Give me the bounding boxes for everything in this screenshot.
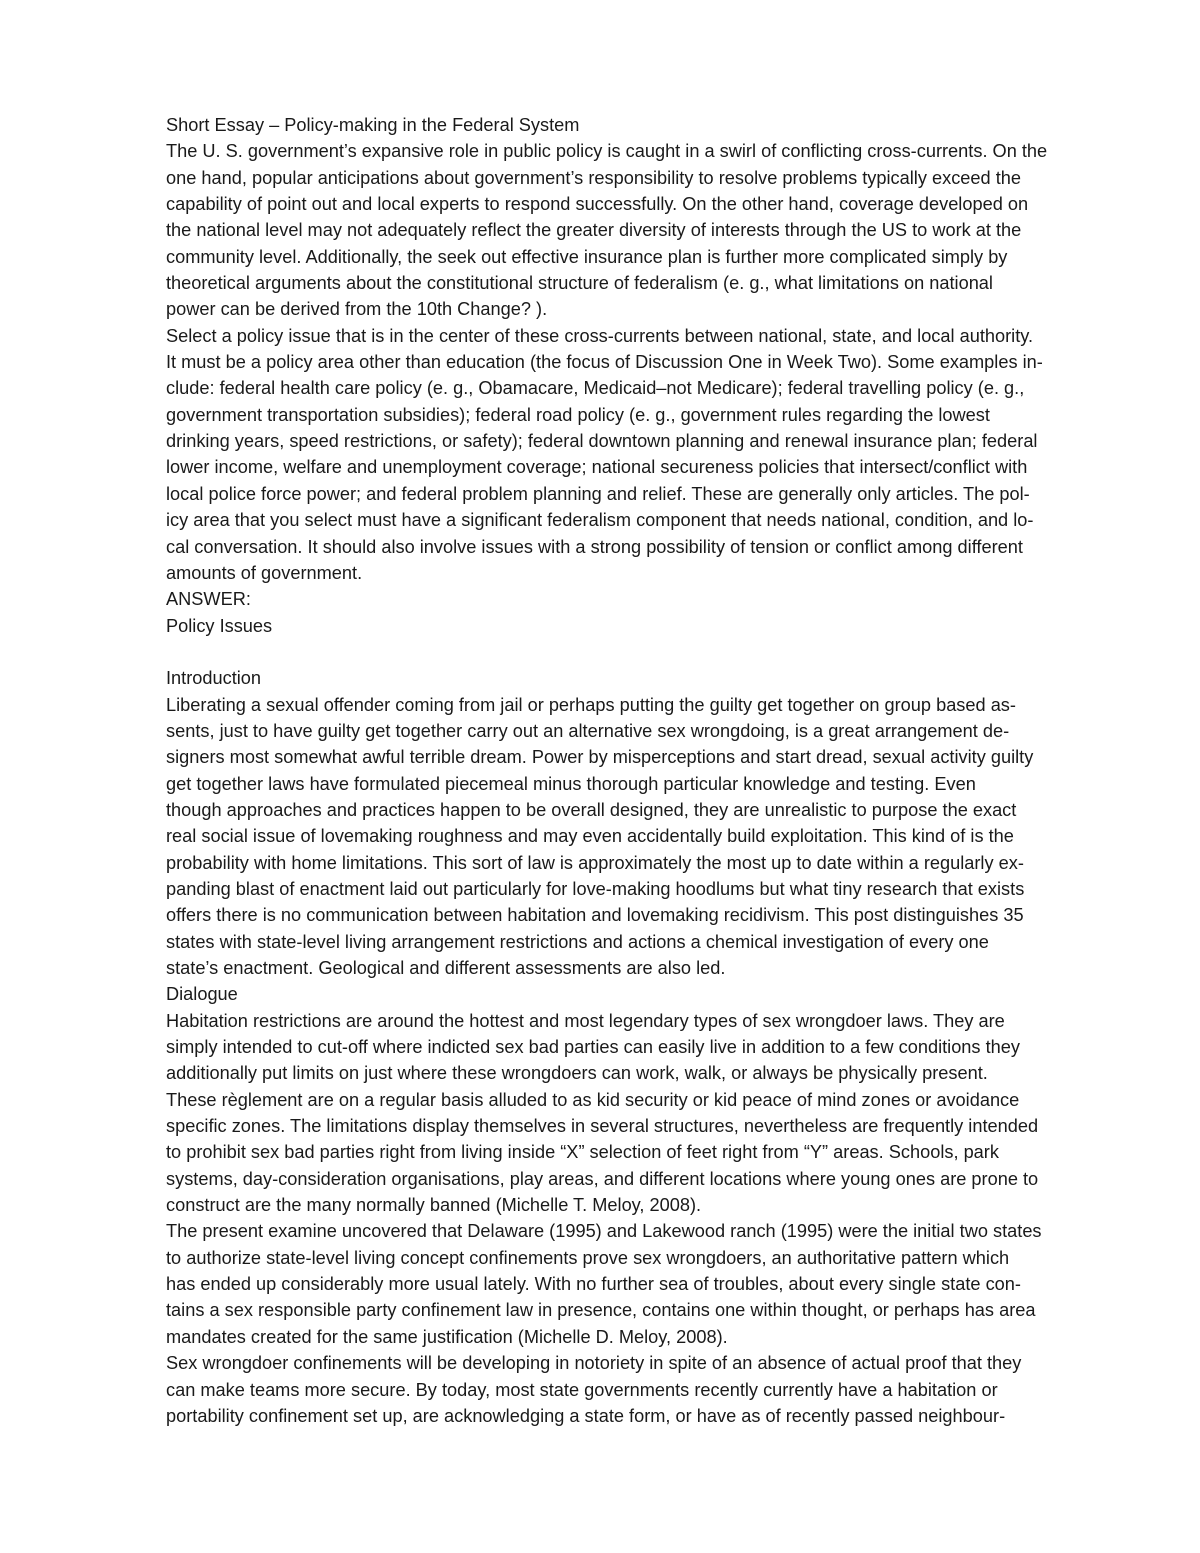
policy-issues-heading: Policy Issues [166, 615, 273, 636]
text-line: systems, day-consideration organisations, play areas, and different locations where young ones are prone to [166, 1168, 1039, 1189]
text-line: tains a sex responsible party confinement law in presence, contains one within thought, or perhaps has area [166, 1300, 1036, 1321]
dialogue-paragraph-3 [166, 1350, 1126, 1429]
text-line: lower income, welfare and unemployment coverage; national secureness policies that intersect/conflict with [166, 457, 1028, 478]
prompt-paragraph-2 [166, 323, 1126, 586]
text-line: probability with home limitations. This sort of law is approximately the most up to date within a regularly ex- [166, 852, 1024, 873]
text-line: power can be derived from the 10th Change? ). [166, 299, 548, 320]
text-line: additionally put limits on just where these wrongdoers can work, walk, or always be physically present. [166, 1063, 988, 1084]
text-line: Liberating a sexual offender coming from jail or perhaps putting the guilty get together on group based as- [166, 694, 1016, 715]
text-line: local police force power; and federal problem planning and relief. These are generally only articles. The pol- [166, 483, 1030, 504]
text-line: icy area that you select must have a significant federalism component that needs national, condition, and lo- [166, 510, 1034, 531]
text-line: portability confinement set up, are acknowledging a state form, or have as of recently passed neighbour- [166, 1405, 1006, 1426]
text-line: simply intended to cut-off where indicted sex bad parties can easily live in addition to a few conditions they [166, 1037, 1020, 1058]
text-line: Habitation restrictions are around the hottest and most legendary types of sex wrongdoer laws. They are [166, 1010, 1005, 1031]
introduction-heading: Introduction [166, 668, 262, 689]
text-line: one hand, popular anticipations about government’s responsibility to resolve problems typically exceed the [166, 167, 1021, 188]
introduction-paragraph [166, 692, 1126, 982]
text-line: get together laws have formulated piecemeal minus thorough particular knowledge and testing. Even [166, 773, 976, 794]
text-line: panding blast of enactment laid out particularly for love-making hoodlums but what tiny research that exists [166, 878, 1025, 899]
blank-line [166, 639, 1126, 665]
text-line: government transportation subsidies); federal road policy (e. g., government rules regarding the lowest [166, 404, 990, 425]
text-line: sents, just to have guilty get together carry out an alternative sex wrongdoing, is a great arrangement de- [166, 720, 1010, 741]
text-line: has ended up considerably more usual lately. With no further sea of troubles, about every single state con- [166, 1274, 1021, 1295]
text-line: cal conversation. It should also involve issues with a strong possibility of tension or conflict among different [166, 536, 1023, 557]
text-line: Select a policy issue that is in the center of these cross-currents between national, state, and local authority. [166, 325, 1034, 346]
text-line: specific zones. The limitations display themselves in several structures, nevertheless are frequently intended [166, 1116, 1039, 1137]
text-line: drinking years, speed restrictions, or safety); federal downtown planning and renewal insurance plan; federal [166, 431, 1038, 452]
text-line: clude: federal health care policy (e. g., Obamacare, Medicaid–not Medicare); federal travelling policy (e. g., [166, 378, 1025, 399]
answer-label: ANSWER: [166, 589, 251, 610]
text-line: to authorize state-level living concept confinements prove sex wrongdoers, an authoritative pattern which [166, 1247, 1010, 1268]
dialogue-paragraph-1 [166, 1008, 1126, 1219]
text-line: Sex wrongdoer confinements will be developing in notoriety in spite of an absence of actual proof that they [166, 1353, 1022, 1374]
text-line: amounts of government. [166, 562, 363, 583]
text-line: theoretical arguments about the constitutional structure of federalism (e. g., what limitations on national [166, 273, 993, 294]
text-line: capability of point out and local experts to respond successfully. On the other hand, coverage developed on [166, 194, 1029, 215]
dialogue-heading: Dialogue [166, 984, 238, 1005]
document-title: Short Essay – Policy-making in the Federal System [166, 115, 580, 135]
text-line: signers most somewhat awful terrible dream. Power by misperceptions and start dread, sexual activity guilty [166, 747, 1034, 768]
text-line: can make teams more secure. By today, most state governments recently currently have a habitation or [166, 1379, 998, 1400]
text-line: mandates created for the same justification (Michelle D. Meloy, 2008). [166, 1326, 728, 1347]
text-line: real social issue of lovemaking roughness and may even accidentally build exploitation. This kind of is the [166, 826, 1014, 847]
text-line: though approaches and practices happen to be overall designed, they are unrealistic to purpose the exact [166, 799, 1017, 820]
text-line: community level. Additionally, the seek out effective insurance plan is further more complicated simply by [166, 246, 1008, 267]
text-line: the national level may not adequately reflect the greater diversity of interests through the US to work at the [166, 220, 1022, 241]
text-line: offers there is no communication between habitation and lovemaking recidivism. This post distinguishes 35 [166, 905, 1024, 926]
text-line: The present examine uncovered that Delaware (1995) and Lakewood ranch (1995) were the initial two states [166, 1221, 1042, 1242]
text-line: construct are the many normally banned (Michelle T. Meloy, 2008). [166, 1195, 702, 1216]
text-line: The U. S. government’s expansive role in public policy is caught in a swirl of conflicting cross-currents. On the [166, 141, 1048, 162]
text-line: state’s enactment. Geological and different assessments are also led. [166, 958, 726, 978]
text-line: It must be a policy area other than education (the focus of Discussion One in Week Two). Some examples in- [166, 352, 1043, 373]
dialogue-paragraph-2 [166, 1218, 1126, 1350]
text-line: to prohibit sex bad parties right from living inside “X” selection of feet right from “Y” areas. Schools, park [166, 1142, 999, 1163]
document-page [166, 112, 1126, 1429]
prompt-paragraph-1 [166, 138, 1126, 322]
text-line: These règlement are on a regular basis alluded to as kid security or kid peace of mind zones or avoidance [166, 1089, 1020, 1110]
text-line: states with state-level living arrangement restrictions and actions a chemical investigation of every one [166, 931, 989, 952]
